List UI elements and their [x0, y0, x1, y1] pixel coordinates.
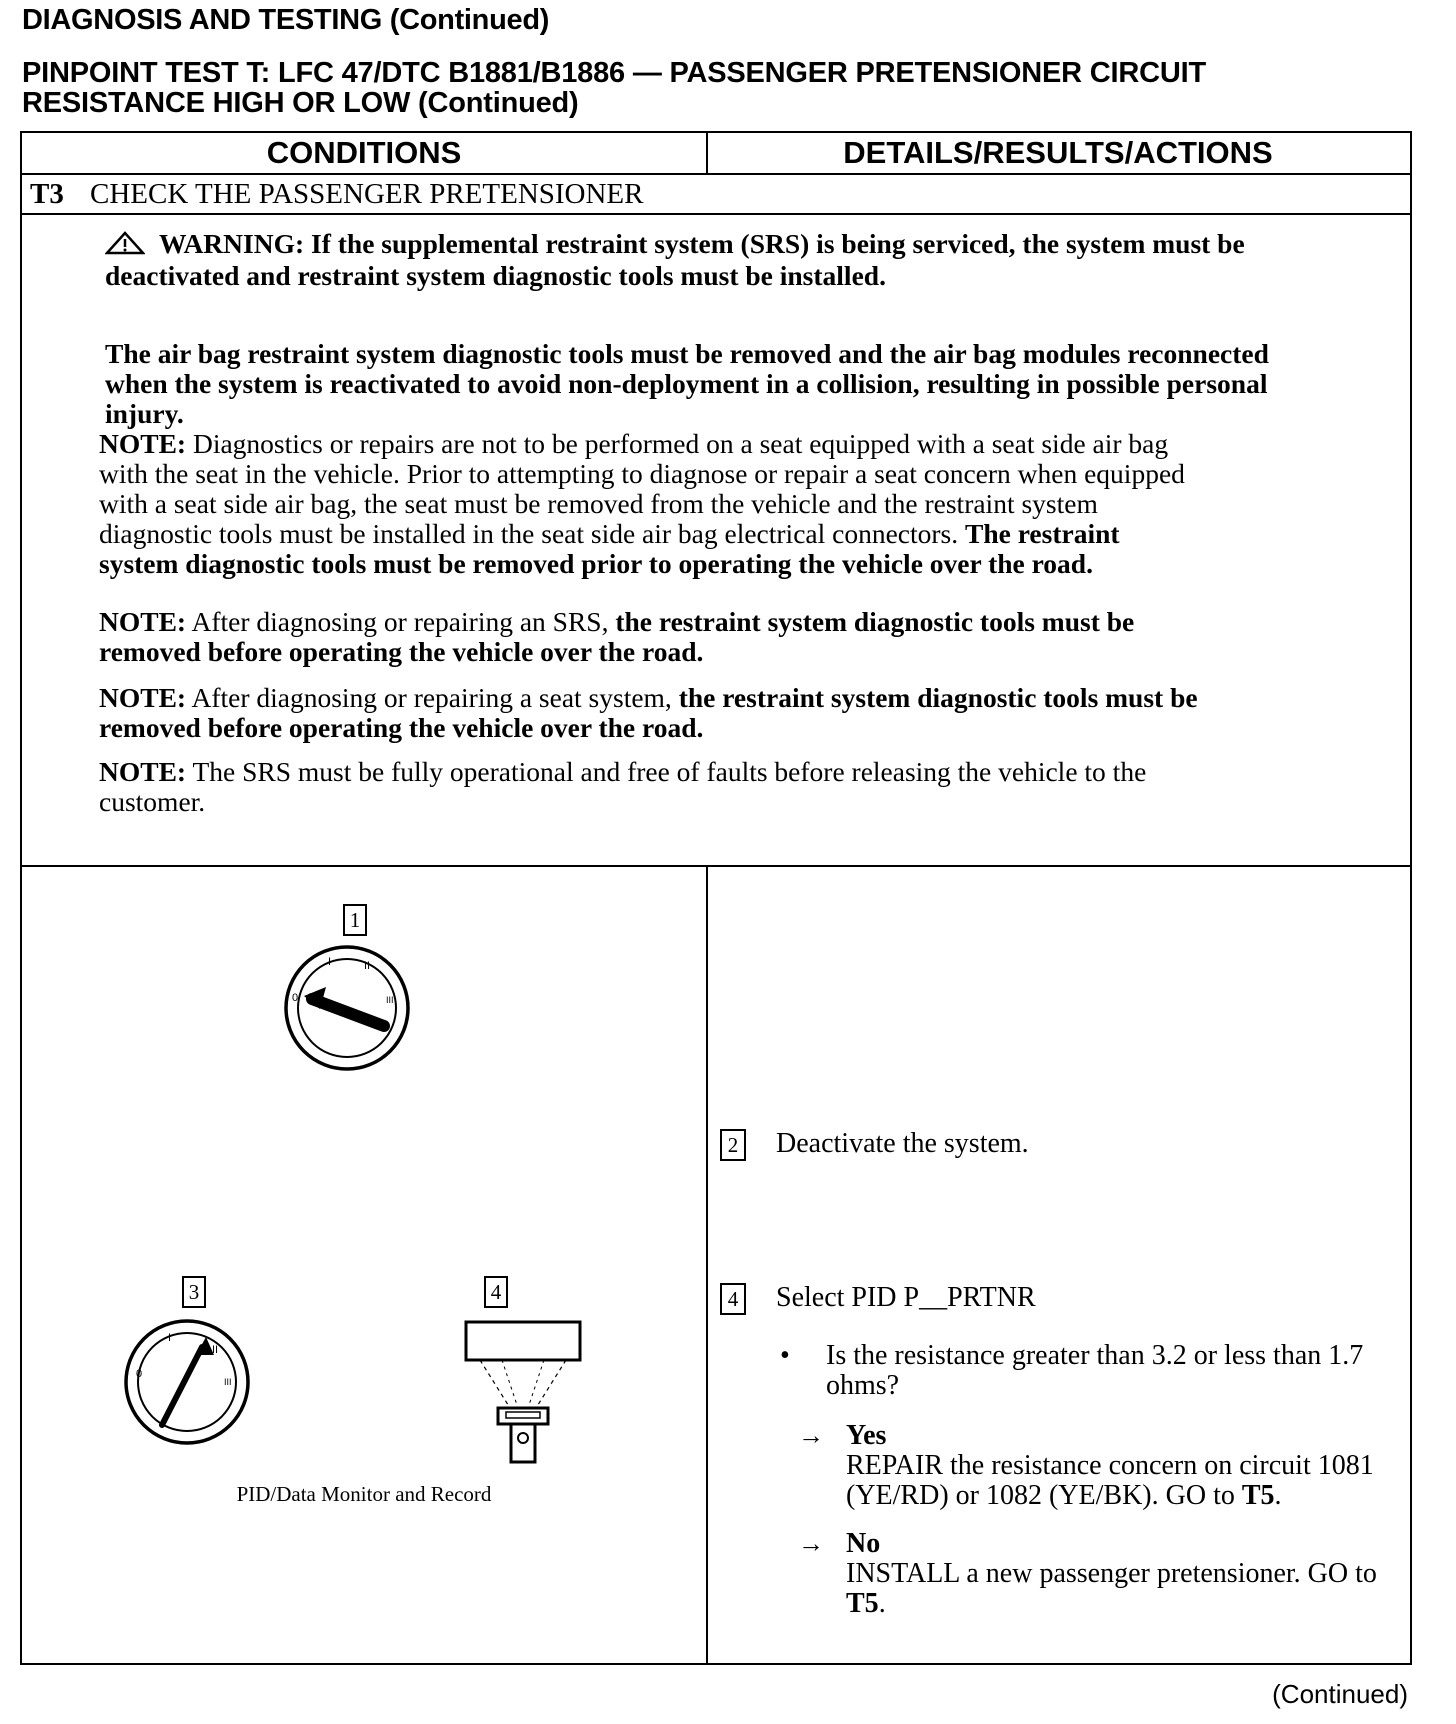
note-1-bold: The restraint system diagnostic tools must be removed prior to operating the vehicle over the road. — [99, 518, 1120, 579]
yes-arrow-icon: → — [798, 1421, 824, 1450]
body-column-divider — [706, 865, 708, 1665]
note-2-label: NOTE: — [99, 606, 187, 637]
key1-mark-1: I — [328, 956, 332, 968]
pinpoint-test-title — [22, 58, 1402, 118]
callout-1: 1 — [343, 904, 367, 936]
note-2-text: After diagnosing or repairing an SRS, — [191, 606, 609, 637]
note-3-label: NOTE: — [99, 682, 187, 713]
step-title: CHECK THE PASSENGER PRETENSIONER — [90, 178, 644, 210]
action-callout-4: 4 — [720, 1283, 746, 1315]
continued-footer: (Continued) — [1272, 1679, 1408, 1709]
callout-3: 3 — [182, 1276, 206, 1308]
key3-mark-3: III — [224, 1377, 232, 1387]
question-bullet: • — [780, 1340, 790, 1371]
figure-caption: PID/Data Monitor and Record — [236, 1482, 492, 1506]
yes-goto: T5 — [1241, 1480, 1275, 1511]
note-2-bold: the restraint system diagnostic tools must be removed before operating the vehicle over the road. — [99, 606, 1135, 667]
action-callout-2: 2 — [720, 1129, 746, 1161]
warning-text-2: The air bag restraint system diagnostic tools must be removed and the air bag modules reconnected when the system is reactivated to avoid non-deployment in a collision, resulting in possible personal injury. — [105, 338, 1269, 429]
section-header: DIAGNOSIS AND TESTING (Continued) — [22, 4, 550, 36]
note-4 — [99, 757, 1209, 817]
no-end: . — [878, 1588, 886, 1619]
question-text: Is the resistance greater than 3.2 or less than 1.7 ohms? — [826, 1340, 1364, 1401]
column-header-conditions: CONDITIONS — [266, 135, 462, 170]
procedure-table — [20, 131, 1412, 1665]
key3-mark-2: II — [212, 1344, 219, 1356]
warning-icon — [105, 231, 145, 261]
warning-text: If the supplemental restraint system (SRS) is being serviced, the system must be deactivated and restraint system diagnostic tools must be installed. — [105, 228, 1245, 291]
yes-label: Yes — [846, 1420, 887, 1451]
test-title-line-1: PINPOINT TEST T: LFC 47/DTC B1881/B1886 — PASSENGER PRETENSIONER CIRCUIT — [22, 57, 1206, 89]
note-2 — [99, 607, 1209, 667]
scan-tool-illustration — [462, 1320, 592, 1470]
header-divider — [22, 173, 1410, 175]
no-action-text: INSTALL a new passenger pretensioner. GO to — [846, 1558, 1377, 1589]
key1-mark-3: III — [386, 995, 394, 1005]
note-3-bold: the restraint system diagnostic tools must be removed before operating the vehicle over the road. — [99, 682, 1198, 743]
no-arrow-icon: → — [798, 1529, 824, 1558]
note-3 — [99, 683, 1209, 743]
key1-mark-0: 0 — [292, 992, 299, 1004]
note-1 — [99, 429, 1189, 579]
warning-block — [105, 229, 1285, 291]
action-step-4-text: Select PID P__PRTNR — [776, 1282, 1036, 1313]
yes-end: . — [1274, 1480, 1282, 1511]
no-goto: T5 — [846, 1588, 879, 1619]
key3-mark-1: I — [168, 1332, 172, 1344]
note-1-text: Diagnostics or repairs are not to be performed on a seat equipped with a seat side air bag with the seat in the vehicle. Prior to attempting to diagnose or repair a seat concern when equipped with a seat side air bag, the seat must be removed from the vehicle and the restraint system diagnostic tools must be installed in the seat side air bag electrical connectors. — [99, 428, 1185, 549]
ignition-key-off-illustration — [282, 943, 412, 1073]
step-number: T3 — [30, 178, 64, 210]
yes-action-text: REPAIR the resistance concern on circuit 1081 (YE/RD) or 1082 (YE/BK). GO to — [846, 1450, 1374, 1511]
no-label: No — [846, 1528, 881, 1559]
note-4-label: NOTE: — [99, 756, 187, 787]
warning-label: WARNING: — [159, 228, 305, 259]
test-title-line-2: RESISTANCE HIGH OR LOW (Continued) — [22, 87, 579, 119]
no-action — [846, 1559, 1386, 1619]
step-title-divider — [22, 213, 1410, 215]
yes-action — [846, 1451, 1376, 1511]
notes-divider — [22, 865, 1410, 867]
column-header-details: DETAILS/RESULTS/ACTIONS — [843, 135, 1273, 170]
note-3-text: After diagnosing or repairing a seat system, — [191, 682, 672, 713]
key3-mark-0: 0 — [136, 1368, 143, 1380]
key1-mark-2: II — [364, 960, 371, 972]
note-1-label: NOTE: — [99, 428, 187, 459]
callout-4: 4 — [484, 1276, 508, 1308]
action-step-2-text: Deactivate the system. — [776, 1128, 1029, 1159]
ignition-key-on-illustration — [122, 1317, 252, 1447]
note-4-text: The SRS must be fully operational and free of faults before releasing the vehicle to the customer. — [99, 756, 1147, 817]
step-title-row — [30, 178, 644, 211]
